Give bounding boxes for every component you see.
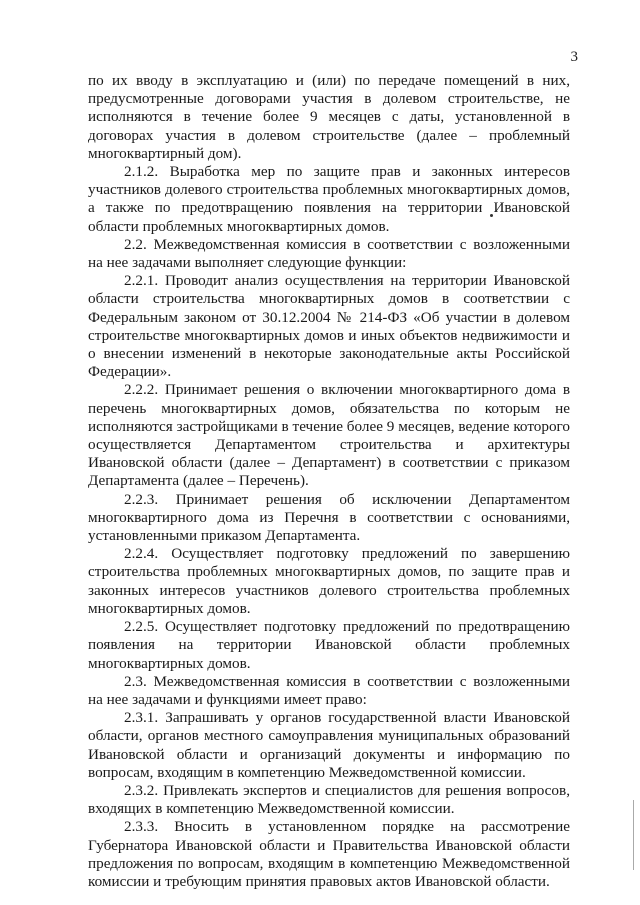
- paragraph-2-2-1: 2.2.1. Проводит анализ осуществления на территории Ивановской области строительства многоквартирных домов в соответствии с Федеральным законом от 30.12.2004 № 214-ФЗ «Об участии в долевом строительстве многоквартирных домов и иных объектов недвижимости и о внесении изменений в некоторые законодательные акты Российской Федерации».: [88, 272, 570, 381]
- paragraph-2-3-2: 2.3.2. Привлекать экспертов и специалистов для решения вопросов, входящих в компетенцию Межведомственной комиссии.: [88, 781, 570, 818]
- paragraph-2-2: 2.2. Межведомственная комиссия в соответствии с возложенными на нее задачами выполняет следующие функции:: [88, 235, 570, 272]
- paragraph-2-2-5: 2.2.5. Осуществляет подготовку предложений по предотвращению появления на территории Ивановской области проблемных многоквартирных домов.: [88, 618, 570, 672]
- page-number: 3: [570, 49, 578, 65]
- paragraph-2-2-2: 2.2.2. Принимает решения о включении многоквартирного дома в перечень многоквартирных домов, обязательства по которым не исполняются застройщиками в течение более 9 месяцев, ведение которого осуществляется Департаментом строительства и архитектуры Ивановской области (далее – Департамент) в соответствии с приказом Департамента (далее – Перечень).: [88, 381, 570, 490]
- paragraph-2-1-2: 2.1.2. Выработка мер по защите прав и законных интересов участников долевого строительства проблемных многоквартирных домов, а также по предотвращению появления на территории Ивановской области проблемных многоквартирных домов.: [88, 163, 570, 235]
- paragraph-2-3-3: 2.3.3. Вносить в установленном порядке на рассмотрение Губернатора Ивановской области и Правительства Ивановской области предложения по вопросам, входящим в компетенцию Межведомственной комиссии и требующим принятия правовых актов Ивановской области.: [88, 818, 570, 890]
- paragraph-2-3-1: 2.3.1. Запрашивать у органов государственной власти Ивановской области, органов местного самоуправления муниципальных образований Ивановской области и организаций документы и информацию по вопросам, входящим в компетенцию Межведомственной комиссии.: [88, 709, 570, 781]
- scan-artifact-edge: [633, 800, 634, 870]
- paragraph-2-2-3: 2.2.3. Принимает решения об исключении Департаментом многоквартирного дома из Перечня в соответствии с основаниями, установленными приказом Департамента.: [88, 490, 570, 545]
- paragraph-2-3: 2.3. Межведомственная комиссия в соответствии с возложенными на нее задачами и функциями имеет право:: [88, 672, 570, 708]
- paragraph-continuation: по их вводу в эксплуатацию и (или) по передаче помещений в них, предусмотренные договорами участия в долевом строительстве, не исполняются в течение более 9 месяцев с даты, установленной в договорах участия в долевом строительстве (далее – проблемный многоквартирный дом).: [88, 72, 570, 162]
- document-body: [88, 72, 570, 891]
- paragraph-2-2-4: 2.2.4. Осуществляет подготовку предложений по завершению строительства проблемных многоквартирных домов, по защите прав и законных интересов участников долевого строительства проблемных многоквартирных домов.: [88, 545, 570, 617]
